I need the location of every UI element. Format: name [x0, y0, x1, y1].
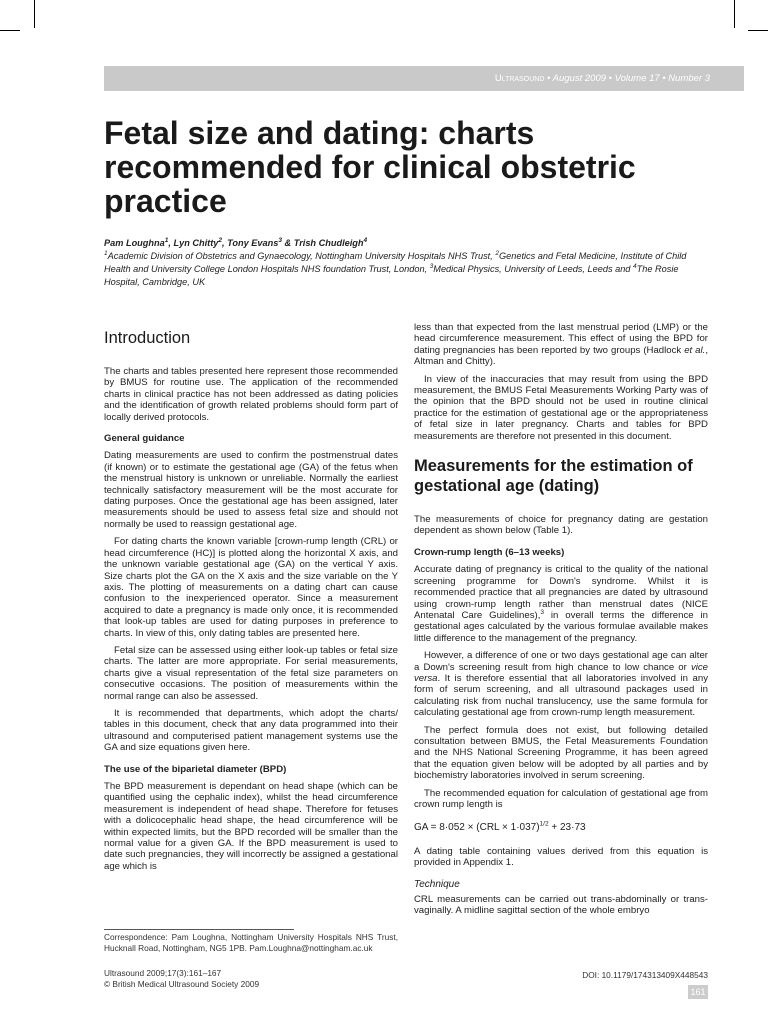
affiliations: $^1$Academic Division of Obstetrics and Gynaecology, Nottingham University Hospitals NHS Trust, $^2$Genetics and Fetal Medicine, Institute of Child Health and University College London Hospitals NHS foundation Trust, London, $^3$Medical Physics, University of Leeds, Leeds and $^4$The Rosie Hospital, Cambridge, UK [104, 249, 687, 287]
paragraph-recommended-equation: The recommended equation for calculation of gestational age from crown rump length is [414, 787, 708, 810]
affiliation-1: Academic Division of Obstetrics and Gynaecology, Nottingham University Hospitals NHS Trust, [107, 251, 496, 261]
ga-equation: GA = 8·052 × (CRL × 1·037)$^{1/2}$ + 23·73 [414, 821, 586, 834]
heading-general-guidance: General guidance [104, 433, 185, 445]
page-number: 161 [688, 985, 708, 999]
author-4: Trish Chudleigh [293, 238, 364, 248]
paragraph-downs-screening: However, a difference of one or two days gestational age can alter a Down's screening result from high chance to low chance or vice versa. It is therefore essential that all laboratories involved in any form of serum screening, and all ultrasound packages used in calculating risk from nuchal translucency, use the same formula for calculating gestational age from crown-rump length measurement. [414, 650, 708, 719]
paragraph-accurate-dating: Accurate dating of pregnancy is critical to the quality of the national screening programme for Down's syndrome. Whilst it is recommended practice that all pregnancies are dated by ultrasound using crown-rump length rather than menstrual dates (NICE Antenatal Care Guidelines),$^3$ in overall terms the difference in gestational ages calculated by the various formulae available makes little difference to the management of the pregnancy. [414, 564, 709, 644]
doi: DOI: 10.1179/174313409X448543 [582, 970, 708, 980]
paragraph-dating-charts: For dating charts the known variable [crown-rump length (CRL) or head circumference (HC)] is plotted along the horizontal X axis, and the unknown variable gestational age (GA) on the vertical Y axis. Size charts plot the GA on the X axis and the size variable on the Y axis. The plotting of measurements on a dating chart can cause confusion to the inexperienced operator. Since a measurement acquired to date a pregnancy is made only once, it is recommended that look-up tables are used for dating purposes in preference to charts. In view of this, only dating tables are presented here. [104, 536, 398, 639]
crop-mark-right [748, 30, 768, 31]
paragraph-measurements-choice: The measurements of choice for pregnancy dating are gestation dependent as shown below (Table 1). [414, 514, 708, 537]
citation [104, 968, 398, 990]
citation-journal: Ultrasound 2009;17(3):161–167 [104, 968, 222, 978]
paragraph-dating-measurements: Dating measurements are used to confirm the postmenstrual dates (if known) or to estimate the gestational age (GA) of the fetus when the menstrual history is unknown or unreliable. Normally the earliest technically satisfactory measurement will be the most accurate for dating purposes. Once the gestational age has been assigned, later measurements should be used to assess fetal size and should not normally be used to reassign gestational age. [104, 450, 398, 530]
paragraph-bpd-continued: less than that expected from the last menstrual period (LMP) or the head circumference measurement. This effect of using the BPD for dating pregnancies has been reported by two groups (Hadlock et al., Altman and Chitty). [414, 322, 708, 368]
copyright: © British Medical Ultrasound Society 2009 [104, 979, 260, 989]
crop-mark-top-right [734, 0, 735, 28]
heading-crown-rump: Crown-rump length (6–13 weeks) [414, 546, 565, 558]
crop-mark-left [0, 30, 20, 31]
author-3: Tony Evans [227, 238, 279, 248]
heading-technique: Technique [414, 878, 460, 890]
heading-measurements-dating: Measurements for the estimation of gestational age (dating) [414, 457, 693, 496]
heading-bpd: The use of the biparietal diameter (BPD) [104, 763, 287, 775]
author-names: Pam Loughna$^1$, Lyn Chitty$^2$, Tony Evans$^3$ & Trish Chudleigh$^4$ [104, 236, 368, 248]
paragraph-fetal-size: Fetal size can be assessed using either look-up tables or fetal size charts. The latter are more appropriate. For serial measurements, charts give a visual representation of the fetal size parameters on consecutive occasions. The position of measurements within the normal range can also be assessed. [104, 644, 398, 702]
affiliation-3: Medical Physics, University of Leeds, Leeds and [433, 264, 633, 274]
author-1: Pam Loughna [104, 238, 165, 248]
affiliation-4: The Rosie Hospital, Cambridge, UK [104, 264, 679, 287]
journal-header-band [104, 66, 744, 91]
author-block [104, 237, 714, 289]
crop-mark-top-left [34, 0, 35, 28]
issue-details: • August 2009 • Volume 17 • Number 3 [544, 73, 710, 84]
heading-introduction: Introduction [104, 329, 191, 347]
correspondence-note: Correspondence: Pam Loughna, Nottingham University Hospitals NHS Trust, Hucknall Road, Nottingham, NG5 1PB. Pam.Loughna@nottingham.ac.uk [104, 932, 398, 953]
paragraph-bpd-inaccuracies: In view of the inaccuracies that may result from using the BPD measurement, the BMUS Fetal Measurements Working Party was of the opinion that the BPD should not be used in routine clinical practice for the estimation of gestational age or the appropriateness of fetal size in later pregnancy. Charts and tables for BPD measurements are therefore not presented in this document. [414, 373, 708, 442]
paragraph-perfect-formula: The perfect formula does not exist, but following detailed consultation between BMUS, the Fetal Measurements Foundation and the NHS National Screening Programme, it has been agreed that the equation given below will be adopted by all parties and by biochemistry laboratories involved in serum screening. [414, 724, 708, 782]
intro-paragraph: The charts and tables presented here represent those recommended by BMUS for routine use. The application of the recommended charts in clinical practice has not been addressed as dating policies and the identification of growth related problems should form part of locally derived protocols. [104, 366, 398, 423]
paragraph-departments: It is recommended that departments, which adopt the charts/ tables in this document, check that any data programmed into their ultrasound and computerised patient management systems use the GA and size equations given here. [104, 707, 398, 754]
journal-name: Ultrasound [494, 73, 545, 84]
paragraph-bpd: The BPD measurement is dependant on head shape (which can be quantified using the cephalic index), whilst the head circumference measurement is independent of head shape. Therefore for fetuses with a dolicocephalic head shape, the head circumference will be within expected limits, but the BPD recorded will be smaller than the normal value for a given GA. If the BPD measurement is used to date such pregnancies, they will incorrectly be assigned a gestational age which is [104, 781, 398, 872]
affiliation-2: Genetics and Fetal Medicine, Institute of Child Health and University College London Hospitals NHS foundation Trust, London, [104, 251, 687, 274]
footnote-divider [104, 929, 294, 930]
left-column [104, 322, 398, 878]
right-column [414, 322, 708, 923]
paragraph-technique: CRL measurements can be carried out trans-abdominally or trans-vaginally. A midline sagittal section of the whole embryo [414, 894, 708, 917]
author-2: Lyn Chitty [173, 238, 219, 248]
article-title: Fetal size and dating: charts recommended for clinical obstetric practice [104, 115, 636, 219]
paragraph-dating-table: A dating table containing values derived from this equation is provided in Appendix 1. [414, 845, 708, 869]
